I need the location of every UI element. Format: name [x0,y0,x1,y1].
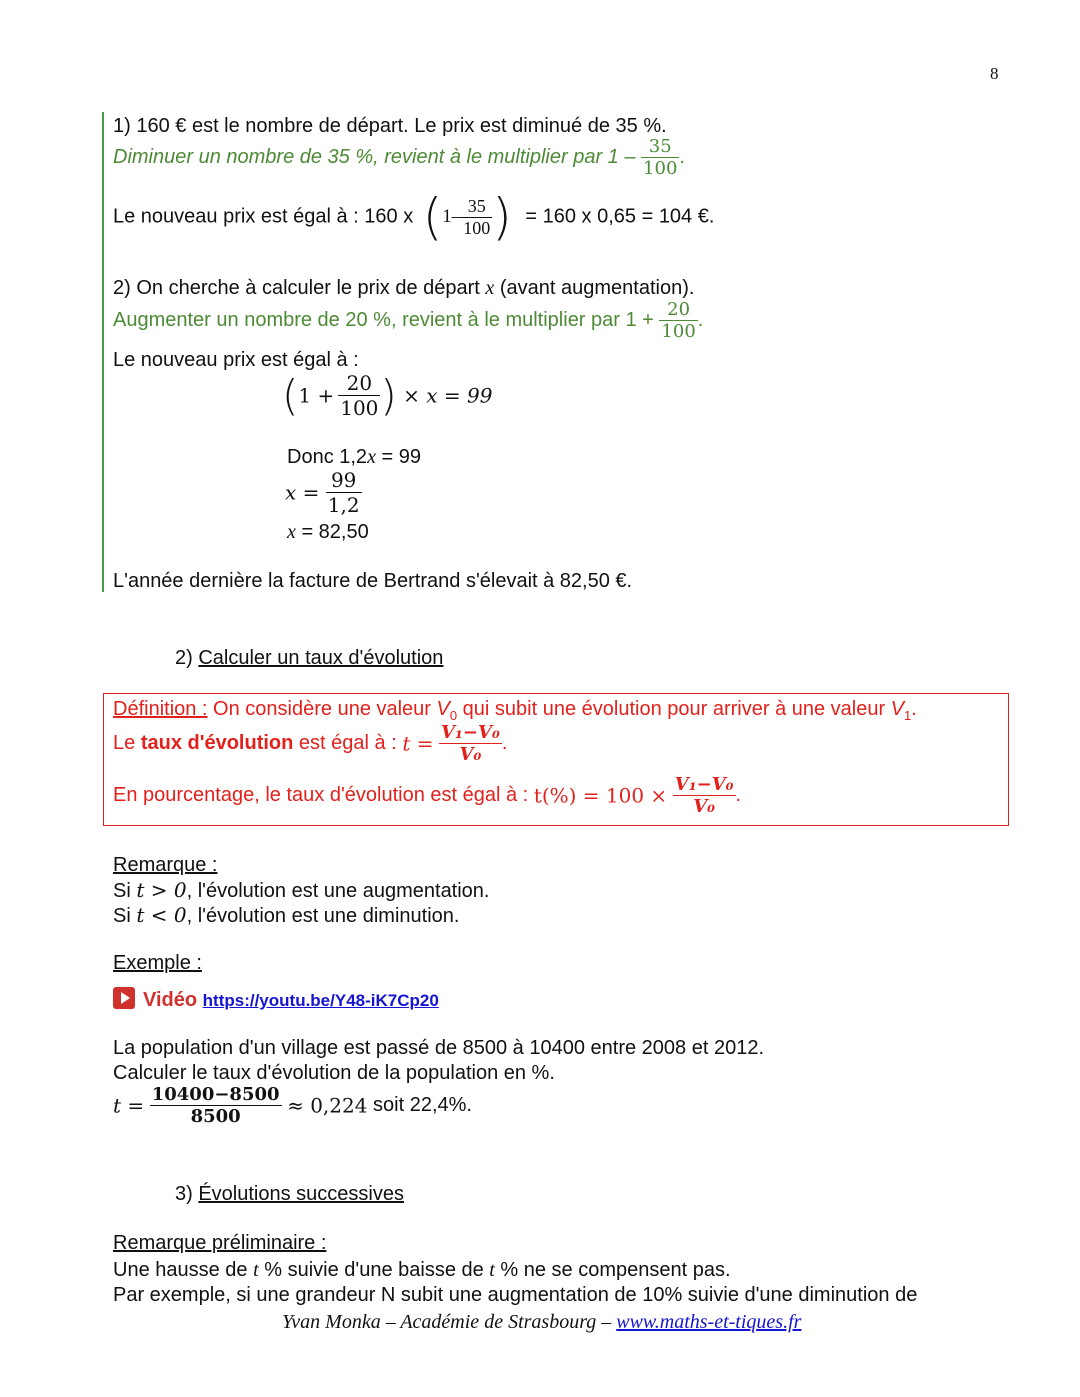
equation-1: (1 + $\frac{20}{100}$ ) × x = 99 [282,371,493,420]
preliminary-line-2: Par exemple, si une grandeur N subit une augmentation de 10% suivie d'une diminution de [113,1284,918,1306]
footer [282,1311,801,1334]
definition-fraction: $\frac{\text{V₁−V₀}}{\text{V₀}}$ [441,722,500,765]
conclusion: L'année dernière la facture de Bertrand s'élevait à 82,50 €. [113,570,633,592]
video-play-icon[interactable] [113,987,135,1009]
definition-line-3: En pourcentage, le taux d'évolution est égal à : t(%) = 100 × $\frac{\text{V₁−V₀}}{\text{V₀}}$ . [113,774,742,817]
preliminary-title: Remarque préliminaire : [113,1232,327,1254]
q1-calc-end: = 160 x 0,65 = 104 €. [525,205,715,228]
q2-rule-fraction: $\frac{20}{100}$ [661,299,696,342]
page-number: 8 [990,64,999,83]
definition-line-2: Le taux d'évolution est égal à : t = $\frac{\text{V₁−V₀}}{\text{V₀}}$ . [113,722,508,765]
section-2-heading: 2) Calculer un taux d'évolution [175,647,444,669]
footer-link[interactable]: www.maths-et-tiques.fr [616,1311,802,1333]
example-text-1: La population d'un village est passé de 8500 à 10400 entre 2008 et 2012. [113,1037,765,1059]
eq3-fraction: $\frac{99}{1,2}$ [327,468,360,517]
q2-new-price: Le nouveau prix est égal à : [113,349,359,371]
solution-margin-bar [102,112,104,592]
definition-line-1: Définition : On considère une valeur $V_0$ qui subit une évolution pour arriver à une valeur $V_1$. [113,698,917,723]
example-text-2: Calculer le taux d'évolution de la population en %. [113,1062,555,1084]
q1-calc-start: Le nouveau prix est égal à : 160 x [113,205,414,228]
q2-rule-text: Augmenter un nombre de 20 %, revient à le multiplier par 1 + [113,309,654,331]
section-3-heading: 3) Évolutions successives [175,1183,404,1205]
example-title: Exemple : [113,952,202,974]
video-row [113,987,439,1012]
q1-rule-text: Diminuer un nombre de 35 %, revient à le multiplier par 1 – [113,146,636,168]
preliminary-line-1: Une hausse de t % suivie d'une baisse de t % ne se compensent pas. [113,1259,731,1281]
equation-4: x = 82,50 [287,521,369,543]
q1-rule-fraction: $\frac{35}{100}$ [643,136,678,179]
example-fraction: $\frac{10400-8500}{8500}$ [151,1084,280,1127]
q1-rule: Diminuer un nombre de 35 %, revient à le multiplier par 1 – $\frac{35}{100}$ . [113,136,685,179]
q2-intro: 2) On cherche à calculer le prix de départ x (avant augmentation). [113,277,695,299]
equation-3: x = $\frac{99}{1,2}$ [285,468,360,517]
footer-author: Yvan Monka – Académie de Strasbourg – [282,1311,617,1333]
definition-label: Définition : [113,698,208,720]
video-link[interactable]: https://youtu.be/Y48-iK7Cp20 [202,991,439,1010]
definition-percent-fraction: $\frac{\text{V₁−V₀}}{\text{V₀}}$ [674,774,734,817]
remark-title: Remarque : [113,854,218,876]
q2-rule: Augmenter un nombre de 20 %, revient à le multiplier par 1 + $\frac{20}{100}$ . [113,299,704,342]
remark-line-2: Si t < 0, l'évolution est une diminution. [113,903,460,927]
eq1-fraction: $\frac{20}{100}$ [340,371,379,420]
q1-calc: Le nouveau prix est égal à : 160 x (1– $\frac{35}{100}$ ) = 160 x 0,65 = 104 €. [113,188,715,246]
remark-line-1: Si t > 0, l'évolution est une augmentation. [113,878,490,902]
equation-2: Donc 1,2x = 99 [287,446,421,468]
q1-calc-fraction: $\frac{35}{100}$ [463,195,491,238]
example-calc: t = $\frac{10400-8500}{8500}$ ≈ 0,224 soit 22,4%. [113,1084,472,1127]
video-label: Vidéo [143,989,198,1011]
q1-intro: 1) 160 € est le nombre de départ. Le prix est diminué de 35 %. [113,115,667,137]
